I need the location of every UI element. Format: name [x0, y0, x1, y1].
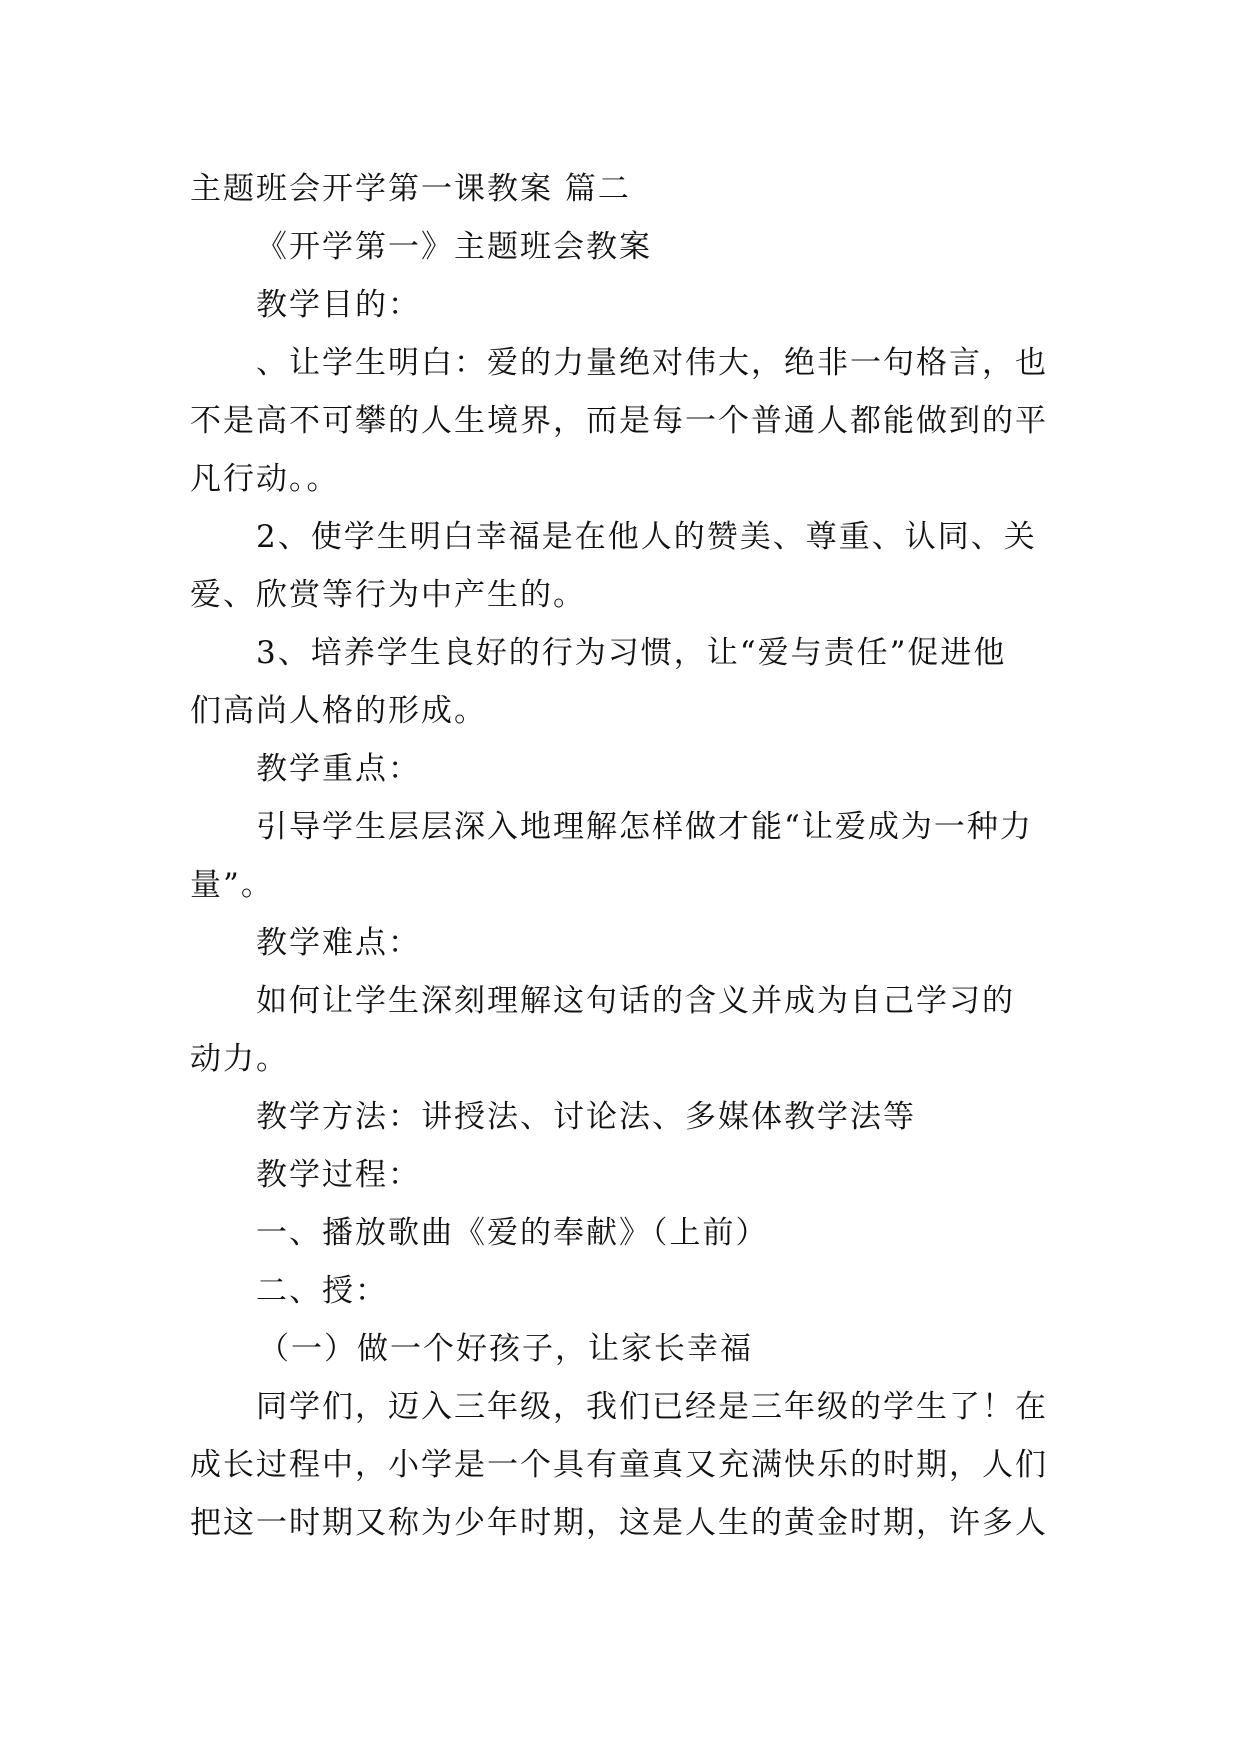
paragraph-line: 量”。: [190, 867, 274, 903]
paragraph-line: 凡行动。。: [190, 461, 340, 497]
paragraph-line: 成长过程中，小学是一个具有童真又充满快乐的时期，人们: [190, 1447, 1048, 1483]
section-heading-key-points: 教学重点：: [256, 751, 421, 787]
paragraph-line: 3、培养学生良好的行为习惯，让“爱与责任”促进他: [256, 635, 1007, 671]
paragraph-line: 爱、欣赏等行为中产生的。: [190, 577, 586, 613]
paragraph-line: 如何让学生深刻理解这句话的含义并成为自己学习的: [256, 983, 1015, 1019]
paragraph-line: 引导学生层层深入地理解怎样做才能“让爱成为一种力: [256, 809, 1033, 845]
lesson-title: 《开学第一》主题班会教案: [256, 229, 652, 265]
paragraph-line: 、让学生明白：爱的力量绝对伟大，绝非一句格言，也: [256, 345, 1048, 381]
paragraph-line: 们高尚人格的形成。: [190, 693, 487, 729]
process-step-line: 一、播放歌曲《爱的奉献》（上前）: [256, 1215, 769, 1251]
paragraph-line: 2、使学生明白幸福是在他人的赞美、尊重、认同、关: [256, 519, 1037, 555]
document-body: [190, 160, 1050, 1552]
paragraph-line: 同学们，迈入三年级，我们已经是三年级的学生了！在: [256, 1389, 1048, 1425]
section-heading-difficulties: 教学难点：: [256, 925, 421, 961]
paragraph-line: 不是高不可攀的人生境界，而是每一个普通人都能做到的平: [190, 403, 1048, 439]
teaching-methods-line: 教学方法：讲授法、讨论法、多媒体教学法等: [256, 1099, 916, 1135]
paragraph-line: 动力。: [190, 1041, 289, 1077]
document-heading: 主题班会开学第一课教案 篇二: [190, 171, 631, 207]
paragraph-line: 把这一时期又称为少年时期，这是人生的黄金时期，许多人: [190, 1505, 1048, 1541]
subsection-heading: （一）做一个好孩子，让家长幸福: [258, 1331, 753, 1367]
process-step-line: 二、授：: [256, 1273, 388, 1309]
section-heading-process: 教学过程：: [256, 1157, 421, 1193]
section-heading-objectives: 教学目的：: [256, 287, 421, 323]
